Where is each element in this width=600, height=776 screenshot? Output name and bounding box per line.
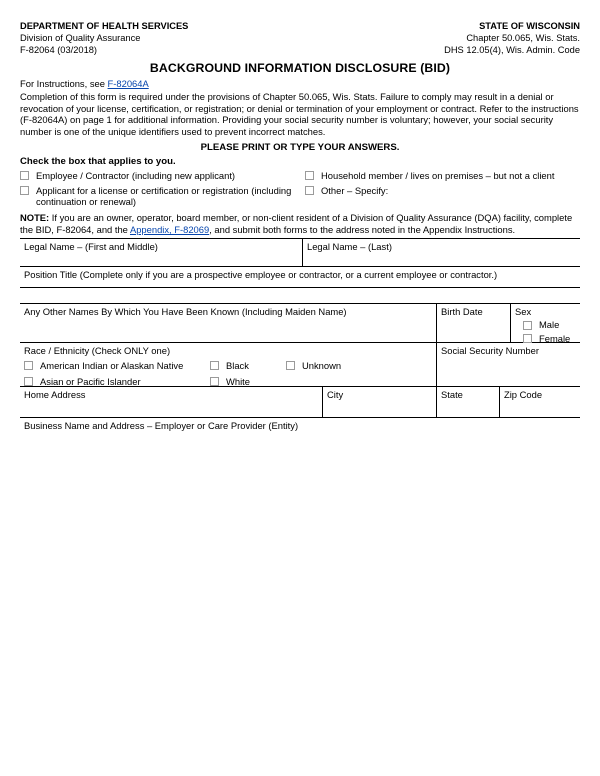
note-text-2: , and submit both forms to the address noted in the Appendix Instructions. (209, 224, 516, 236)
form-header (20, 20, 580, 56)
home-address-field[interactable]: Home Address (20, 387, 323, 417)
race-ssn-row (20, 343, 580, 387)
black-label: Black (226, 360, 249, 372)
note-text-1: If you are an owner, operator, board member, or non-client resident of a Division of Quality Assurance (DQA) facility, complete the BID, F-82064, and the (20, 212, 573, 236)
intro-paragraph: Completion of this form is required under the provisions of Chapter 50.065, Wis. Stats. Failure to comply may result in a denial or revocation of your license, certification, or registration; or denial or termination of your employment or contract. Refer to the instructions (F-82064A) on page 1 for additional information. Providing your social security number is voluntary; however, your social security number is one of the unique identifiers used to prevent incorrect matches. (20, 90, 579, 137)
legal-name-row (20, 239, 580, 267)
legal-name-last-field[interactable]: Legal Name – (Last) (307, 240, 392, 252)
unknown-label: Unknown (302, 360, 342, 372)
applicant-license-checkbox[interactable] (20, 186, 29, 195)
business-name-field[interactable]: Business Name and Address – Employer or Care Provider (Entity) (24, 419, 299, 431)
male-label: Male (539, 319, 560, 331)
other-specify-checkbox[interactable] (305, 186, 314, 195)
division-name: Division of Quality Assurance (20, 33, 141, 44)
sex-cell (511, 304, 580, 342)
checkbox-column-right (305, 170, 580, 212)
asian-pacific-label: Asian or Pacific Islander (40, 375, 141, 387)
race-cell (20, 343, 437, 386)
option-household-member (305, 170, 580, 181)
white-label: White (226, 375, 250, 387)
instructions-line (20, 78, 580, 90)
female-checkbox[interactable] (523, 334, 532, 343)
check-section-heading: Check the box that applies to you. (20, 155, 176, 167)
legal-name-first-field[interactable]: Legal Name – (First and Middle) (20, 239, 303, 266)
race-option-black (210, 360, 286, 371)
spacer (20, 288, 580, 301)
city-field[interactable]: City (323, 387, 437, 417)
statute-reference: Chapter 50.065, Wis. Stats. (466, 33, 580, 44)
header-left (20, 20, 188, 56)
zip-field[interactable]: Zip Code (504, 388, 543, 400)
ssn-field[interactable]: Social Security Number (441, 344, 539, 356)
form-number: F-82064 (03/2018) (20, 45, 98, 56)
other-names-row (20, 304, 580, 343)
department-name: DEPARTMENT OF HEALTH SERVICES (20, 21, 189, 31)
race-line-1 (24, 360, 432, 371)
option-applicant-license (20, 185, 305, 208)
position-title-row (20, 267, 580, 288)
address-row (20, 387, 580, 418)
race-line-2 (24, 376, 432, 387)
checkbox-column-left (20, 170, 305, 212)
unknown-checkbox[interactable] (286, 361, 295, 370)
detail-table (20, 303, 580, 442)
household-member-checkbox[interactable] (305, 171, 314, 180)
header-right (444, 20, 580, 56)
name-table (20, 238, 580, 288)
employee-contractor-checkbox[interactable] (20, 171, 29, 180)
american-indian-label: American Indian or Alaskan Native (40, 360, 184, 372)
sex-label: Sex (515, 305, 532, 317)
instructions-link[interactable]: F-82064A (107, 78, 149, 90)
employee-contractor-label: Employee / Contractor (including new applicant) (36, 169, 236, 181)
applicant-license-label: Applicant for a license or certification or registration (including continuation or renewal) (36, 184, 292, 208)
admin-code-reference: DHS 12.05(4), Wis. Admin. Code (444, 45, 580, 56)
white-checkbox[interactable] (210, 377, 219, 386)
option-employee-contractor (20, 170, 305, 181)
male-checkbox[interactable] (523, 321, 532, 330)
checkbox-columns (20, 170, 580, 212)
sex-option-male (523, 319, 576, 330)
race-option-asian-pacific (24, 376, 210, 387)
female-label: Female (539, 332, 571, 344)
race-heading: Race / Ethnicity (Check ONLY one) (24, 344, 171, 356)
business-row (20, 418, 580, 442)
household-member-label: Household member / lives on premises – but not a client (321, 169, 555, 181)
race-option-american-indian (24, 360, 210, 371)
option-other-specify (305, 185, 580, 196)
form-title: BACKGROUND INFORMATION DISCLOSURE (BID) (149, 61, 451, 76)
note-bold: NOTE: (20, 212, 50, 224)
race-option-white (210, 376, 286, 387)
race-options (24, 360, 432, 387)
race-option-unknown (286, 360, 341, 371)
sex-options (523, 319, 576, 344)
birth-date-field[interactable]: Birth Date (437, 304, 511, 342)
american-indian-checkbox[interactable] (24, 361, 33, 370)
other-names-field[interactable]: Any Other Names By Which You Have Been Known (Including Maiden Name) (20, 304, 437, 342)
appendix-link[interactable]: Appendix, F-82069 (129, 224, 210, 236)
other-specify-label: Other – Specify: (321, 184, 389, 196)
print-or-type-note: PLEASE PRINT OR TYPE YOUR ANSWERS. (200, 141, 400, 153)
black-checkbox[interactable] (210, 361, 219, 370)
asian-pacific-checkbox[interactable] (24, 377, 33, 386)
instructions-prefix: For Instructions, see (20, 78, 108, 90)
position-title-field[interactable]: Position Title (Complete only if you are a prospective employee or contractor, or a current employee or contractor.) (24, 268, 498, 280)
state-name: STATE OF WISCONSIN (479, 21, 580, 31)
note-paragraph (20, 212, 580, 236)
state-field[interactable]: State (437, 387, 500, 417)
